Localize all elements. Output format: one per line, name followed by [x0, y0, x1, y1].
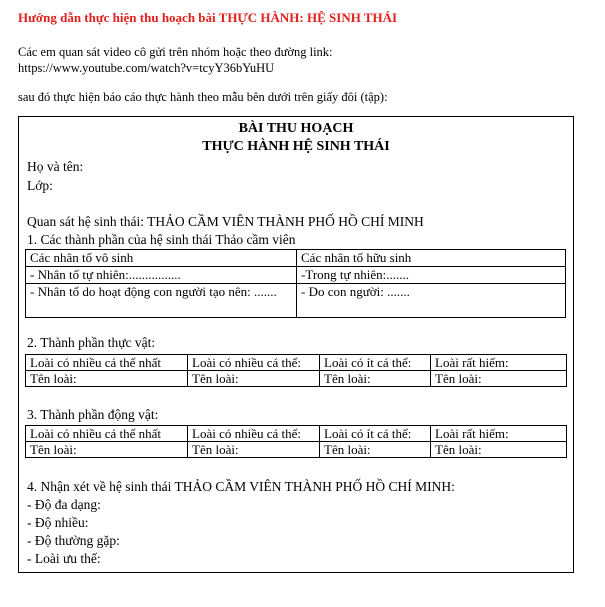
table-row: [26, 284, 566, 318]
table-header-cell: Loài có ít cá thể:: [320, 426, 431, 442]
table-cell: Tên loài:: [188, 442, 320, 458]
video-link[interactable]: https://www.youtube.com/watch?v=tcyY36bYuHU: [18, 61, 275, 75]
observe-line: Quan sát hệ sinh thái: THẢO CẦM VIÊN THÀNH PHỐ HỒ CHÍ MINH: [27, 214, 424, 229]
table-cell: Tên loài:: [320, 371, 431, 387]
remark-dominant-species: - Loài ưu thế:: [27, 551, 101, 566]
section-3-heading: 3. Thành phần động vật:: [27, 407, 159, 422]
table-header-cell: Loài có nhiều cá thể:: [188, 355, 320, 371]
intro-text: Các em quan sát video cô gửi trên nhóm hoặc theo đường link:: [18, 45, 333, 59]
table-header-row: [26, 355, 567, 371]
form-title: BÀI THU HOẠCH: [238, 121, 354, 136]
table-header-cell: Các nhân tố vô sinh: [26, 250, 297, 267]
remark-frequency: - Độ thường gặp:: [27, 533, 120, 548]
section-1-heading: 1. Các thành phần của hệ sinh thái Thảo cầm viên: [27, 232, 296, 247]
table-header-cell: Loài có nhiều cá thể:: [188, 426, 320, 442]
instruction-heading: Hướng dẫn thực hiện thu hoạch bài THỰC HÀNH: HỆ SINH THÁI: [18, 10, 398, 25]
table-row: [26, 371, 567, 387]
table-header-cell: Loài có nhiều cá thể nhất: [26, 355, 188, 371]
table-header-cell: Loài rất hiếm:: [431, 426, 567, 442]
table-cell: Tên loài:: [26, 371, 188, 387]
intro-text-2: sau đó thực hiện báo cáo thực hành theo mẫu bên dưới trên giấy đôi (tập):: [18, 90, 388, 104]
remark-abundance: - Độ nhiều:: [27, 515, 89, 530]
table-cell: Tên loài:: [26, 442, 188, 458]
section-4-heading: 4. Nhận xét về hệ sinh thái THẢO CẦM VIÊN THÀNH PHỐ HỒ CHÍ MINH:: [27, 479, 455, 494]
name-field-label: Họ và tên:: [27, 159, 84, 174]
table-row: [26, 442, 567, 458]
animal-table: [25, 425, 567, 458]
table-cell: Tên loài:: [188, 371, 320, 387]
form-subtitle: THỰC HÀNH HỆ SINH THÁI: [202, 139, 390, 154]
table-cell: Tên loài:: [320, 442, 431, 458]
table-header-cell: Loài rất hiếm:: [431, 355, 567, 371]
plant-table: [25, 354, 567, 387]
table-cell: - Nhân tố do hoạt động con người tạo nên: .......: [26, 284, 297, 318]
report-form: [18, 116, 574, 573]
table-header-row: [26, 426, 567, 442]
table-row: [26, 267, 566, 284]
table-header-row: [26, 250, 566, 267]
table-header-cell: Loài có nhiều cá thể nhất: [26, 426, 188, 442]
table-cell: - Nhân tố tự nhiên:................: [26, 267, 297, 284]
remark-diversity: - Độ đa dạng:: [27, 497, 101, 512]
table-header-cell: Loài có ít cá thể:: [320, 355, 431, 371]
table-cell: Tên loài:: [431, 442, 567, 458]
table-cell: - Do con người: .......: [297, 284, 566, 318]
table-cell: -Trong tự nhiên:.......: [297, 267, 566, 284]
table-cell: Tên loài:: [431, 371, 567, 387]
section-2-heading: 2. Thành phần thực vật:: [27, 335, 156, 350]
class-field-label: Lớp:: [27, 178, 53, 193]
components-table: [25, 249, 566, 318]
table-header-cell: Các nhân tố hữu sinh: [297, 250, 566, 267]
